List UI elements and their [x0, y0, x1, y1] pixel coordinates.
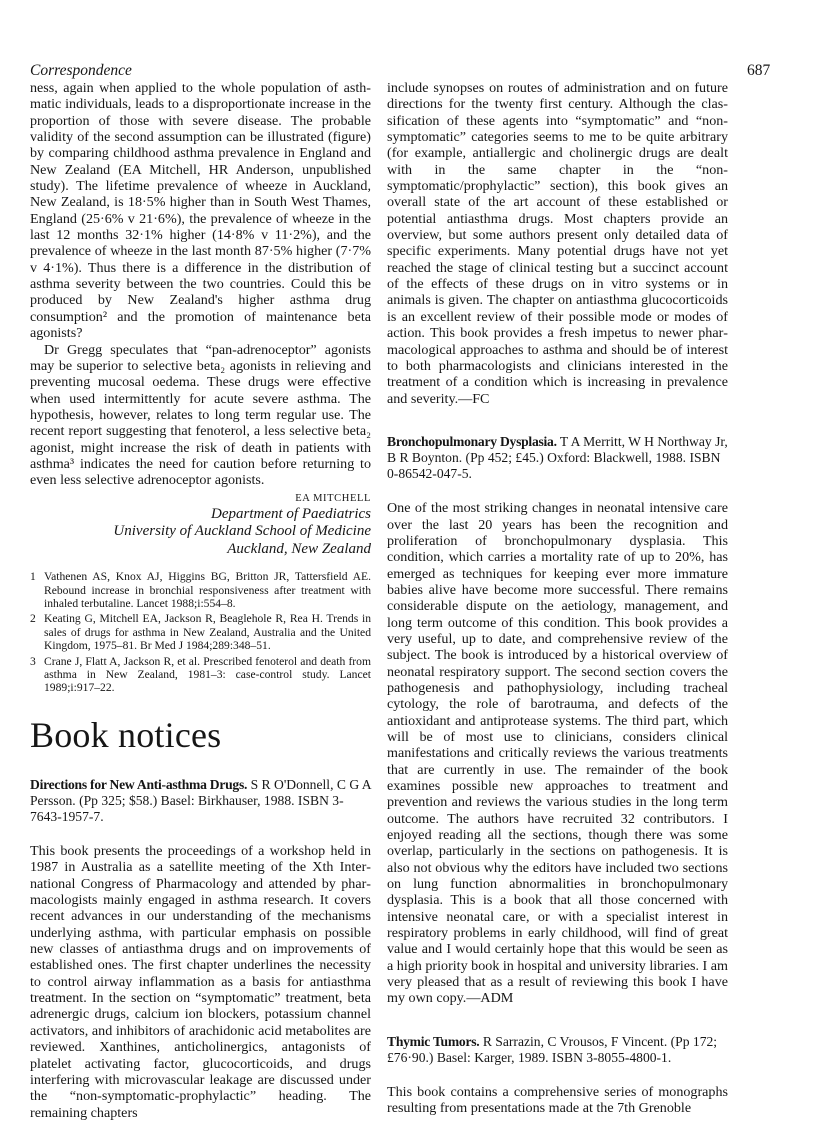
running-head: Correspondence [30, 62, 132, 79]
notice-book-title: Thymic Tumors. [387, 1033, 480, 1049]
reference-list [30, 570, 371, 695]
affiliation-line: Auckland, New Zealand [227, 540, 371, 557]
reference-number: 3 [30, 654, 36, 668]
notice-heading [387, 434, 728, 482]
notice-book-title: Directions for New Anti-asthma Drugs. [30, 776, 248, 792]
reference-text: Vathenen AS, Knox AJ, Higgins BG, Britton JR, Tattersfield AE. Rebound increase in bronchial responsiveness after treatment with inhaled terbutaline. Lancet 1988;i:554–8. [44, 570, 371, 610]
letter-paragraph-2: Dr Gregg speculates that “pan-adrenoceptor” agonists may be superior to selective beta₂ agonists in relieving and preventing mucosal oedema. These drugs were effective when used intermittently for acute severe asthma. The hypothesis, however, relates to long term regular use. The recent report suggesting that fenoterol, a less selective beta₂ agonist, might increase the risk of death in patients with asthma³ indicates the need for caution before returning to even less selective adrenoceptor agonists. [30, 341, 371, 489]
section-title: Book notices [30, 714, 222, 755]
notice-review-text: This book contains a comprehensive series of monographs resulting from presentations made at the 7th Grenoble [387, 1084, 728, 1117]
notice-review-text: This book presents the proceedings of a workshop held in 1987 in Australia as a satellite meeting of the Xth International Congress of Pharmacology and attended by pharmacologists mainly engaged in asthma research. It covers recent advances in our understanding of the mechanisms underlying asthma, with particular emphasis on possible new classes of antiasthma drugs and on improvements of established ones. The first chapter underlines the necessity to control airway inflammation as a basis for antiasthma treatment. In the section on “symptomatic” treatment, beta adrenergic drugs, calcium ion blockers, potassium channel activators, and inhibitors of arachidonic acid metabolites are reviewed. Xanthines, anticholinergics, antagonists of platelet activating factor, glucocorticoids, and drugs interfering with microvascular leakage are discussed under the “non-symptomatic-prophylactic” heading. The remaining chapters [30, 843, 371, 1121]
reference-number: 1 [30, 570, 36, 584]
notice-book-details: S R O'Donnell, C G A Persson. (Pp 325; $58.) Basel: Birkhauser, 1988. ISBN 3-7643-1957-7. [30, 776, 371, 824]
reference-item [30, 570, 371, 610]
letter-paragraph-1: ness, again when applied to the whole population of asthmatic individuals, leads to a disproportionate increase in the proportion of those with severe disease. The probable validity of the second assumption can be illustrated (figure) by comparing childhood asthma prevalence in England and New Zealand (EA Mitchell, HR Anderson, unpublished study). The lifetime prevalence of wheeze in Auckland, New Zealand, is 18·5% higher than in South West Thames, England (25·6% v 21·6%), the prevalence of wheeze in the last 12 months 32·1% higher (14·8% v 11·2%), and the prevalence of wheeze in the last month 87·5% higher (7·7% v 4·1%). Thus there is a difference in the distribution of asthma severity between the two countries. Could this be produced by New Zealand's higher asthma drug consumption² and the promotion of maintenance beta agonists? [30, 80, 371, 342]
notice-review-text: include synopses on routes of administration and on future directions for the twenty first century. Although the classification of these agents into “symptomatic” and “non-symptomatic” categories seems to me to be quite arbitrary (for example, antiallergic and cholinergic drugs are dealt with in the same chapter in the “non-symptomatic/prophylactic” section), this book gives an overall state of the art account of these established or potential antiasthma drugs. Most chapters provide an overview, but some authors present only detailed data of specific experiments. Many potential drugs have not yet reached the stage of clinical testing but a succinct account of the effects of these drugs on in vitro systems or in animals is given. The chapter on antiasthma glucocorticoids is an excellent review of their possible mode or modes of action. This book provides a fresh impetus to newer pharmacological approaches to asthma and should be of interest to both pharmacologists and clinicians interested in the treatment of a condition which is increasing in prevalence and severity.—FC [387, 80, 728, 407]
affiliation-line: Department of Paediatrics [211, 505, 371, 522]
reference-item [30, 612, 371, 652]
notice-heading [30, 777, 371, 825]
signature-name: EA MITCHELL [295, 492, 371, 504]
affiliation-line: University of Auckland School of Medicine [113, 523, 371, 540]
page-number: 687 [747, 62, 771, 79]
reference-text: Keating G, Mitchell EA, Jackson R, Beaglehole R, Rea H. Trends in sales of drugs for asthma in New Zealand, Australia and the United Kingdom, 1975–81. Br Med J 1984;289:348–51. [44, 612, 371, 653]
notice-book-details: R Sarrazin, C Vrousos, F Vincent. (Pp 172; £76·90.) Basel: Karger, 1989. ISBN 3-8055-4800-1. [387, 1033, 718, 1065]
notice-review-text: One of the most striking changes in neonatal intensive care over the last 20 years has been the recognition and proliferation of bronchopulmonary dysplasia. This condition, which carries a mortality rate of up to 20%, has emerged as techniques for keeping ever more immature babies alive have become more successful. There remains considerable dispute on the aetiology, management, and long term outcome of this condition. This book provides a very useful, up to date, and comprehensive review of the subject. The book is introduced by a historical overview of neonatal respiratory support. The second section covers the pathogenesis and pathophysiology, including tracheal cytology, the role of barotrauma, and defects of the antioxidant and antiprotease systems. The third part, which will be of most use to clinicians, considers clinical manifestations and critically reviews the various treatments that are currently in use. The remainder of the book examines possible new approaches to treatment and prevention and reviews the various studies in the long term outcome. The authors have recruited 32 contributors. I enjoyed reading all the sections, though there was some overlap, particularly in the sections on pathogenesis. It is also not obvious why the editors have included two sections on lung function abnormalities in bronchopulmonary dysplasia. This is a book that all those concerned with intensive neonatal care, or with a specialist interest in respiratory problems in early childhood, will find of great value and I would certainly hope that this would be seen as a high priority book in hospital and university libraries. I am very pleased that as a result of reviewing this book I have my own copy.—ADM [387, 500, 728, 1007]
notice-book-details: T A Merritt, W H Northway Jr, B R Boynton. (Pp 452; £45.) Oxford: Blackwell, 1988. ISBN 0-86542-047-5. [387, 433, 728, 482]
reference-item [30, 655, 371, 695]
reference-number: 2 [30, 612, 36, 626]
right-column [387, 80, 728, 1117]
notice-heading [387, 1034, 728, 1066]
reference-text: Crane J, Flatt A, Jackson R, et al. Prescribed fenoterol and death from asthma in New Zealand, 1981–3: case-control study. Lancet 1989;i:917–22. [44, 654, 371, 695]
left-column [30, 80, 371, 1121]
notice-book-title: Bronchopulmonary Dysplasia. [387, 433, 557, 449]
